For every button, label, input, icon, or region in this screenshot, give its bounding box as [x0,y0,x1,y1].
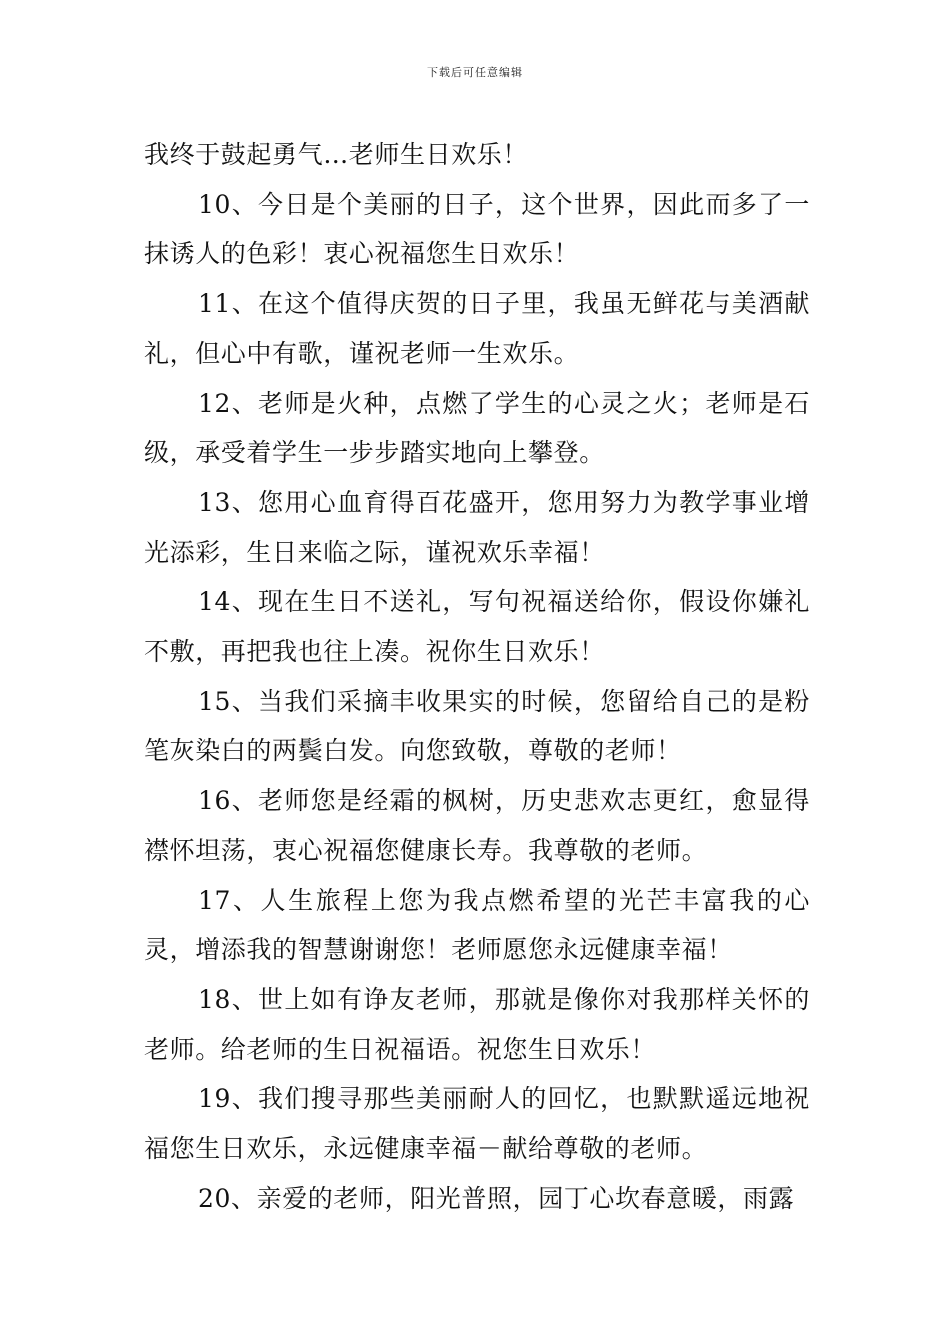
paragraph-item-15: 15、当我们采摘丰收果实的时候，您留给自己的是粉笔灰染白的两鬓白发。向您致敬，尊敬的老师！ [144,686,810,766]
document-body [144,130,810,1223]
paragraph-item-17: 17、人生旅程上您为我点燃希望的光芒丰富我的心灵，增添我的智慧谢谢您！老师愿您永远健康幸福！ [144,885,810,965]
paragraph-item-13: 13、您用心血育得百花盛开，您用努力为教学事业增光添彩，生日来临之际，谨祝欢乐幸福！ [144,487,810,567]
paragraph-item-16: 16、老师您是经霜的枫树，历史悲欢志更红，愈显得襟怀坦荡，衷心祝福您健康长寿。我尊敬的老师。 [144,786,810,865]
paragraph-item-14: 14、现在生日不送礼，写句祝福送给你，假设你嫌礼不敷，再把我也往上凑。祝你生日欢乐！ [144,587,810,667]
paragraph-item-12: 12、老师是火种，点燃了学生的心灵之火；老师是石级，承受着学生一步步踏实地向上攀登。 [144,388,810,468]
paragraph-continuation: 我终于鼓起勇气…老师生日欢乐！ [144,140,529,169]
page-header: 下载后可任意编辑 [427,66,523,79]
paragraph-item-20: 20、亲爱的老师，阳光普照，园丁心坎春意暖，雨露 [198,1183,795,1213]
paragraph-item-10: 10、今日是个美丽的日子，这个世界，因此而多了一抹诱人的色彩！衷心祝福您生日欢乐！ [144,189,810,269]
paragraph-item-11: 11、在这个值得庆贺的日子里，我虽无鲜花与美酒献礼，但心中有歌，谨祝老师一生欢乐。 [144,289,810,368]
paragraph-item-19: 19、我们搜寻那些美丽耐人的回忆，也默默遥远地祝福您生日欢乐，永远健康幸福－献给尊敬的老师。 [144,1084,810,1164]
paragraph-item-18: 18、世上如有诤友老师，那就是像你对我那样关怀的老师。给老师的生日祝福语。祝您生日欢乐！ [144,984,810,1064]
